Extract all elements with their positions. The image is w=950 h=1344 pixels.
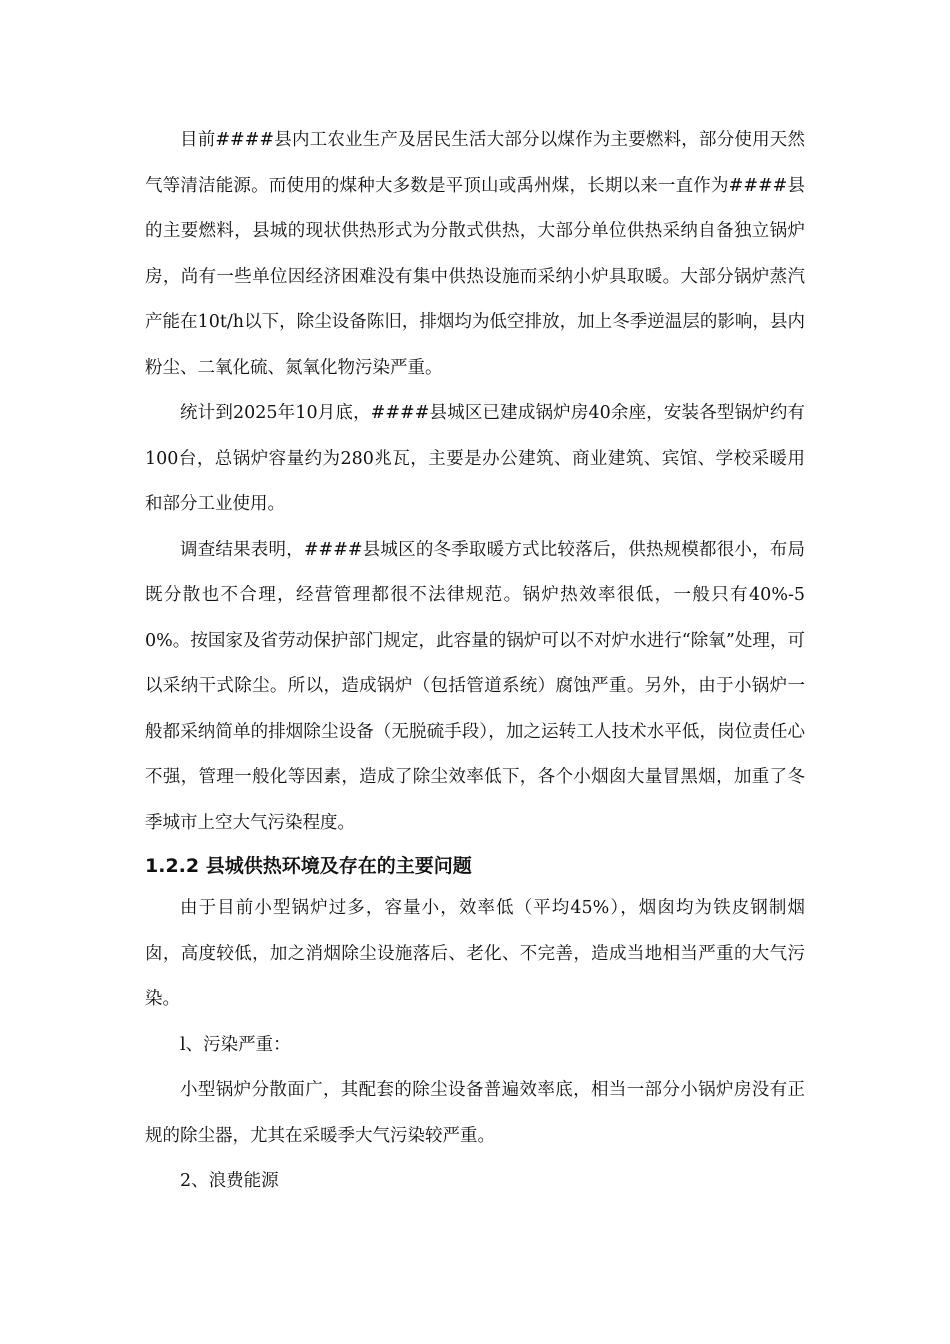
body-paragraph: 调查结果表明，####县城区的冬季取暖方式比较落后，供热规模都很小，布局既分散也不合理，经营管理都很不法律规范。锅炉热效率很低，一般只有40%-50%。按国家及省劳动保护部门规定，此容量的锅炉可以不对炉水进行“除氧”处理，可以采纳干式除尘。所以，造成锅炉（包括管道系统）腐蚀严重。另外，由于小锅炉一般都采纳简单的排烟除尘设备（无脱硫手段），加之运转工人技术水平低，岗位责任心不强，管理一般化等因素，造成了除尘效率低下，各个小烟囱大量冒黑烟，加重了冬季城市上空大气污染程度。 (145, 539, 805, 833)
document-page (145, 118, 805, 1205)
body-paragraph: 目前####县内工农业生产及居民生活大部分以煤作为主要燃料，部分使用天然气等清洁能源。而使用的煤种大多数是平顶山或禹州煤，长期以来一直作为####县的主要燃料，县城的现状供热形式为分散式供热，大部分单位供热采纳自备独立锅炉房，尚有一些单位因经济困难没有集中供热设施而采纳小炉具取暖。大部分锅炉蒸汽产能在10t/h以下，除尘设备陈旧，排烟均为低空排放，加上冬季逆温层的影响，县内粉尘、二氧化硫、氮氧化物污染严重。 (145, 130, 805, 378)
list-item-title: l、污染严重： (180, 1034, 291, 1055)
section-heading: 1.2.2 县城供热环境及存在的主要问题 (145, 855, 472, 877)
list-item-title: 2、浪费能源 (180, 1171, 279, 1191)
body-paragraph: 小型锅炉分散面广，其配套的除尘设备普遍效率底，相当一部分小锅炉房没有正规的除尘器，尤其在采暖季大气污染较严重。 (145, 1080, 805, 1146)
body-paragraph: 统计到2025年10月底，####县城区已建成锅炉房40余座，安装各型锅炉约有100台，总锅炉容量约为280兆瓦，主要是办公建筑、商业建筑、宾馆、学校采暖用和部分工业使用。 (145, 403, 805, 514)
body-paragraph: 由于目前小型锅炉过多，容量小，效率低（平均45%），烟囱均为铁皮钢制烟囱，高度较低，加之消烟除尘设施落后、老化、不完善，造成当地相当严重的大气污染。 (145, 898, 805, 1009)
